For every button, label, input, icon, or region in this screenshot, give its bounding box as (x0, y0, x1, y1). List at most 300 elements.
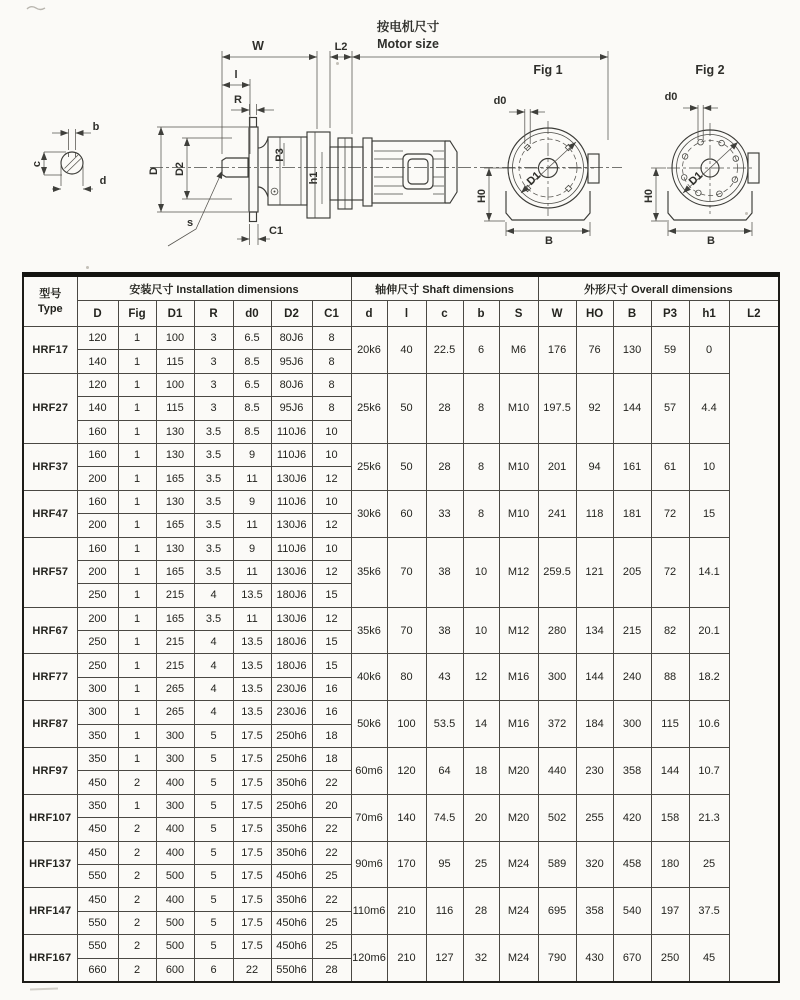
dim-cell: 3.5 (194, 467, 233, 490)
dim-cell: 3.5 (194, 537, 233, 560)
dim-cell: 22 (312, 771, 351, 794)
dim-cell: 300 (156, 724, 194, 747)
dim-cell: 144 (613, 373, 651, 443)
dim-cell: 230J6 (271, 701, 312, 724)
dim-cell: 210 (387, 935, 426, 982)
dim-cell: 28 (426, 443, 463, 490)
dim-cell: 550 (77, 864, 118, 887)
dim-cell: 13.5 (233, 677, 271, 700)
dim-cell: 110m6 (351, 888, 387, 935)
dim-cell: 215 (156, 654, 194, 677)
dim-cell: 450h6 (271, 935, 312, 958)
dim-label-h1: h1 (308, 171, 320, 185)
col-header-D1: D1 (156, 301, 194, 327)
dim-cell: 10 (312, 443, 351, 466)
dim-cell: 76 (576, 327, 613, 374)
dim-cell: 144 (651, 748, 689, 795)
dim-cell: 14.1 (689, 537, 729, 607)
dim-cell: 180J6 (271, 654, 312, 677)
dim-cell: 184 (576, 701, 613, 748)
dim-cell: 17.5 (233, 888, 271, 911)
dim-cell: 28 (426, 373, 463, 443)
table-row (23, 935, 779, 958)
dim-cell: 200 (77, 514, 118, 537)
dim-cell: 170 (387, 841, 426, 888)
dim-cell: 350h6 (271, 888, 312, 911)
motor-size-label-en: Motor size (377, 37, 439, 51)
model-cell: HRF77 (23, 654, 77, 701)
dim-label-D: D (148, 167, 160, 175)
dim-cell: 205 (613, 537, 651, 607)
dim-cell: 25 (689, 841, 729, 888)
dim-cell: 22 (312, 818, 351, 841)
dim-cell: 160 (77, 443, 118, 466)
dim-cell: 1 (118, 654, 156, 677)
col-header-D: D (77, 301, 118, 327)
dim-cell: 140 (387, 794, 426, 841)
dim-cell: 6 (194, 958, 233, 982)
dim-cell: 120 (387, 748, 426, 795)
model-cell: HRF107 (23, 794, 77, 841)
dim-cell: 115 (651, 701, 689, 748)
dim-cell: 158 (651, 794, 689, 841)
model-cell: HRF37 (23, 443, 77, 490)
dim-cell: 95 (426, 841, 463, 888)
dim-cell: 1 (118, 748, 156, 771)
dim-cell: 250 (651, 935, 689, 982)
dim-label-r: R (234, 94, 242, 106)
shaft-cross-section-view (31, 121, 106, 189)
dim-cell: 40 (387, 327, 426, 374)
dim-cell: 130 (156, 420, 194, 443)
dim-cell: 12 (312, 607, 351, 630)
col-header-type (23, 275, 77, 327)
dim-cell: 59 (651, 327, 689, 374)
dim-cell: 250h6 (271, 794, 312, 817)
group-header-shaft: 轴伸尺寸 Shaft dimensions (351, 275, 538, 301)
dim-cell: 1 (118, 327, 156, 350)
dim-label-d1-fig1: D1 (524, 169, 544, 188)
dim-cell: 116 (426, 888, 463, 935)
dim-cell: 118 (576, 490, 613, 537)
dim-cell: 280 (538, 607, 576, 654)
dim-cell: 140 (77, 350, 118, 373)
dim-cell: 1 (118, 701, 156, 724)
table-row (23, 327, 779, 350)
dim-cell: 8 (312, 327, 351, 350)
dim-cell: 13.5 (233, 654, 271, 677)
dim-cell: 3 (194, 327, 233, 350)
dim-cell: 15 (312, 584, 351, 607)
dim-cell: 400 (156, 771, 194, 794)
dim-cell: 110J6 (271, 490, 312, 513)
col-header-Fig: Fig (118, 301, 156, 327)
dim-cell: 20 (463, 794, 499, 841)
dim-cell: 1 (118, 724, 156, 747)
dim-cell: 5 (194, 818, 233, 841)
dim-cell: 160 (77, 420, 118, 443)
dim-cell: 8 (312, 373, 351, 396)
dim-cell: 180J6 (271, 584, 312, 607)
dim-label-l2: L2 (334, 41, 348, 53)
dim-cell: M10 (499, 490, 538, 537)
dim-cell: 300 (156, 794, 194, 817)
dim-cell: 10 (463, 537, 499, 607)
col-header-c: c (426, 301, 463, 327)
dim-cell: 45 (689, 935, 729, 982)
dim-cell: 250 (77, 584, 118, 607)
dim-label-d: d (99, 175, 107, 187)
dim-cell: 16 (312, 677, 351, 700)
table-row (23, 748, 779, 771)
dim-cell: 100 (156, 327, 194, 350)
dim-cell: 18 (463, 748, 499, 795)
dim-cell: 250h6 (271, 748, 312, 771)
model-cell: HRF137 (23, 841, 77, 888)
dim-cell: 259.5 (538, 537, 576, 607)
dim-cell: 2 (118, 935, 156, 958)
dim-cell: 240 (613, 654, 651, 701)
dim-cell: 9 (233, 490, 271, 513)
dim-cell: 25k6 (351, 443, 387, 490)
dim-cell: 6 (463, 327, 499, 374)
dim-cell: 25 (463, 841, 499, 888)
dim-cell: 28 (312, 958, 351, 982)
model-cell: HRF27 (23, 373, 77, 443)
dim-cell: 3 (194, 350, 233, 373)
dim-label-w: W (252, 39, 264, 53)
dim-cell: 10 (312, 420, 351, 443)
dim-cell: 130 (156, 537, 194, 560)
dim-cell: 120m6 (351, 935, 387, 982)
dim-cell: 120 (77, 327, 118, 350)
dim-label-h0-fig2: H0 (643, 188, 655, 204)
dim-cell: 12 (312, 467, 351, 490)
dim-cell: 13.5 (233, 584, 271, 607)
dim-cell: 600 (156, 958, 194, 982)
dim-cell: 420 (613, 794, 651, 841)
dim-cell: 4.4 (689, 373, 729, 443)
dim-label-c1: C1 (268, 225, 284, 237)
dim-cell: 10 (689, 443, 729, 490)
col-header-b: b (463, 301, 499, 327)
dim-cell: 450 (77, 841, 118, 864)
dim-cell: 3.5 (194, 420, 233, 443)
dim-cell: 22 (312, 888, 351, 911)
dim-cell: 5 (194, 794, 233, 817)
col-header-d: d (351, 301, 387, 327)
dim-label-b-fig2: B (707, 235, 715, 247)
dim-label-b: b (92, 121, 100, 133)
dim-cell: 1 (118, 443, 156, 466)
dim-cell: 255 (576, 794, 613, 841)
dim-cell: 12 (312, 560, 351, 583)
dim-cell: 176 (538, 327, 576, 374)
dim-cell: 80J6 (271, 373, 312, 396)
dim-cell: 450 (77, 818, 118, 841)
dim-cell: 8.5 (233, 420, 271, 443)
dim-cell: 120 (77, 373, 118, 396)
dim-cell: 250 (77, 631, 118, 654)
dim-cell: M10 (499, 373, 538, 443)
col-header-W: W (538, 301, 576, 327)
dim-cell: 82 (651, 607, 689, 654)
dim-cell: 550 (77, 935, 118, 958)
dim-cell: 3.5 (194, 514, 233, 537)
table-row (23, 654, 779, 677)
dim-cell: 201 (538, 443, 576, 490)
dim-cell: 140 (77, 397, 118, 420)
group-header-installation: 安装尺寸 Installation dimensions (77, 275, 351, 301)
dim-cell: 160 (77, 490, 118, 513)
dim-cell: 25k6 (351, 373, 387, 443)
dim-cell: 241 (538, 490, 576, 537)
dim-cell: 11 (233, 607, 271, 630)
dim-cell: 2 (118, 864, 156, 887)
dim-cell: 350h6 (271, 818, 312, 841)
dim-cell: 300 (613, 701, 651, 748)
dim-cell: 1 (118, 584, 156, 607)
dim-cell: 6.5 (233, 327, 271, 350)
dim-cell: 10 (312, 490, 351, 513)
dim-cell: 121 (576, 537, 613, 607)
dim-cell: 3.5 (194, 443, 233, 466)
dim-cell: 40k6 (351, 654, 387, 701)
dim-cell: 134 (576, 607, 613, 654)
col-header-L2: L2 (729, 301, 779, 327)
dim-cell: 400 (156, 841, 194, 864)
dim-cell: 38 (426, 607, 463, 654)
dim-label-d0-fig2: d0 (664, 91, 678, 103)
dim-cell: 250h6 (271, 724, 312, 747)
dim-cell: 130 (156, 443, 194, 466)
dim-cell: 8 (312, 350, 351, 373)
dim-cell: 30k6 (351, 490, 387, 537)
dim-cell: 500 (156, 911, 194, 934)
dim-cell: M16 (499, 654, 538, 701)
dim-cell: 10.7 (689, 748, 729, 795)
dim-cell: 11 (233, 560, 271, 583)
dim-cell: 130J6 (271, 560, 312, 583)
dim-cell: 144 (576, 654, 613, 701)
table-row (23, 841, 779, 864)
model-cell: HRF57 (23, 537, 77, 607)
dim-cell: 250 (77, 654, 118, 677)
dim-cell: 180 (651, 841, 689, 888)
dim-cell: 197.5 (538, 373, 576, 443)
dim-cell: 130J6 (271, 514, 312, 537)
dim-cell: 20 (312, 794, 351, 817)
dim-cell: 15 (689, 490, 729, 537)
dim-cell: 130 (156, 490, 194, 513)
dim-cell: M10 (499, 443, 538, 490)
table-row (23, 701, 779, 724)
dim-cell: 17.5 (233, 794, 271, 817)
table-row (23, 490, 779, 513)
dim-cell: 12 (312, 514, 351, 537)
dim-cell: 550 (77, 911, 118, 934)
table-row (23, 794, 779, 817)
fig2-title: Fig 2 (695, 63, 725, 77)
dim-cell: 161 (613, 443, 651, 490)
dim-cell: 458 (613, 841, 651, 888)
dim-cell: 160 (77, 537, 118, 560)
dim-cell: 210 (387, 888, 426, 935)
dim-cell: 8 (463, 443, 499, 490)
dim-cell: 1 (118, 537, 156, 560)
dim-cell: 550h6 (271, 958, 312, 982)
dim-cell: 2 (118, 818, 156, 841)
table-row (23, 537, 779, 560)
dim-cell: 115 (156, 350, 194, 373)
dim-cell: 5 (194, 935, 233, 958)
dim-cell: 5 (194, 771, 233, 794)
dim-cell: 9 (233, 537, 271, 560)
dim-cell: 400 (156, 888, 194, 911)
dim-cell: 1 (118, 607, 156, 630)
col-header-C1: C1 (312, 301, 351, 327)
dim-cell: M6 (499, 327, 538, 374)
dim-cell: 60m6 (351, 748, 387, 795)
dim-cell: 320 (576, 841, 613, 888)
dim-cell: 300 (77, 701, 118, 724)
table-row (23, 373, 779, 396)
col-header-D2: D2 (271, 301, 312, 327)
scan-artifact (86, 266, 89, 269)
dim-cell: 200 (77, 467, 118, 490)
dim-cell: 2 (118, 841, 156, 864)
dim-cell: 70m6 (351, 794, 387, 841)
dim-cell: 265 (156, 677, 194, 700)
dim-cell: 400 (156, 818, 194, 841)
dim-cell: 165 (156, 514, 194, 537)
dim-cell: 1 (118, 631, 156, 654)
dim-cell: 5 (194, 864, 233, 887)
dim-cell: 8.5 (233, 397, 271, 420)
dim-cell: 22.5 (426, 327, 463, 374)
dim-cell: 17.5 (233, 864, 271, 887)
dim-cell: 28 (463, 888, 499, 935)
dim-cell: 3.5 (194, 560, 233, 583)
drawing-svg (0, 0, 800, 270)
dim-cell: 8 (463, 373, 499, 443)
dim-cell: 110J6 (271, 420, 312, 443)
dim-cell: 127 (426, 935, 463, 982)
dim-label-l: l (234, 69, 238, 81)
dim-cell: 13.5 (233, 631, 271, 654)
dim-cell: 15 (312, 631, 351, 654)
fig2-front-view (643, 63, 759, 247)
col-header-HO: HO (576, 301, 613, 327)
dim-cell: 43 (426, 654, 463, 701)
dim-cell: 17.5 (233, 911, 271, 934)
dim-cell: 25 (312, 864, 351, 887)
dim-cell: 695 (538, 888, 576, 935)
dim-cell: 6.5 (233, 373, 271, 396)
dim-cell: 1 (118, 420, 156, 443)
dim-cell: 358 (576, 888, 613, 935)
dim-cell: 790 (538, 935, 576, 982)
dim-cell: 1 (118, 794, 156, 817)
dim-label-d0-fig1: d0 (493, 95, 507, 107)
dim-cell: 13.5 (233, 701, 271, 724)
dim-cell: 20.1 (689, 607, 729, 654)
dim-label-D2: D2 (174, 161, 186, 177)
dim-cell: 230J6 (271, 677, 312, 700)
dim-cell: 300 (538, 654, 576, 701)
dim-cell: 115 (156, 397, 194, 420)
dim-cell: 1 (118, 397, 156, 420)
dim-cell: M16 (499, 701, 538, 748)
dim-cell: 350 (77, 748, 118, 771)
dim-cell: 17.5 (233, 935, 271, 958)
motor-size-label-cn: 按电机尺寸 (376, 20, 440, 34)
dim-cell: 350h6 (271, 771, 312, 794)
dim-cell: 37.5 (689, 888, 729, 935)
dim-cell: 1 (118, 467, 156, 490)
dim-cell: 16 (312, 701, 351, 724)
dim-cell: 17.5 (233, 724, 271, 747)
dim-cell: 15 (312, 654, 351, 677)
dim-cell: 92 (576, 373, 613, 443)
dim-cell: 17.5 (233, 841, 271, 864)
dim-cell: 8 (312, 397, 351, 420)
dim-cell: 200 (77, 560, 118, 583)
dim-cell: 300 (77, 677, 118, 700)
dim-cell: 4 (194, 654, 233, 677)
dim-cell: 3 (194, 397, 233, 420)
dim-cell: 450h6 (271, 864, 312, 887)
dim-cell: 350 (77, 724, 118, 747)
dim-cell: M20 (499, 748, 538, 795)
dim-cell: 60 (387, 490, 426, 537)
dim-cell: 1 (118, 677, 156, 700)
dim-cell: 502 (538, 794, 576, 841)
dim-cell: 215 (156, 631, 194, 654)
dim-cell: M12 (499, 607, 538, 654)
dim-cell: 11 (233, 467, 271, 490)
dimensions-table (22, 272, 780, 983)
dim-cell: 8 (463, 490, 499, 537)
type-header-cn: 型号 (39, 288, 62, 301)
dim-cell: 2 (118, 771, 156, 794)
model-cell: HRF17 (23, 327, 77, 374)
dim-cell: M20 (499, 794, 538, 841)
dim-cell: 200 (77, 607, 118, 630)
dim-cell: 72 (651, 537, 689, 607)
dim-cell: 20k6 (351, 327, 387, 374)
dim-cell: 61 (651, 443, 689, 490)
fig1-title: Fig 1 (533, 63, 563, 77)
dim-cell: 450h6 (271, 911, 312, 934)
dim-cell: 3.5 (194, 607, 233, 630)
dim-cell: 589 (538, 841, 576, 888)
dim-cell: 80J6 (271, 327, 312, 350)
dim-cell: 22 (312, 841, 351, 864)
dim-cell: 53.5 (426, 701, 463, 748)
dim-cell: 215 (613, 607, 651, 654)
col-header-R: R (194, 301, 233, 327)
dim-cell: 32 (463, 935, 499, 982)
dim-cell: 1 (118, 560, 156, 583)
dim-cell: 1 (118, 350, 156, 373)
dim-cell: 430 (576, 935, 613, 982)
dim-cell: 110J6 (271, 537, 312, 560)
dim-cell: 5 (194, 841, 233, 864)
dim-cell: 10 (312, 537, 351, 560)
dim-cell: 500 (156, 864, 194, 887)
dim-cell: 57 (651, 373, 689, 443)
